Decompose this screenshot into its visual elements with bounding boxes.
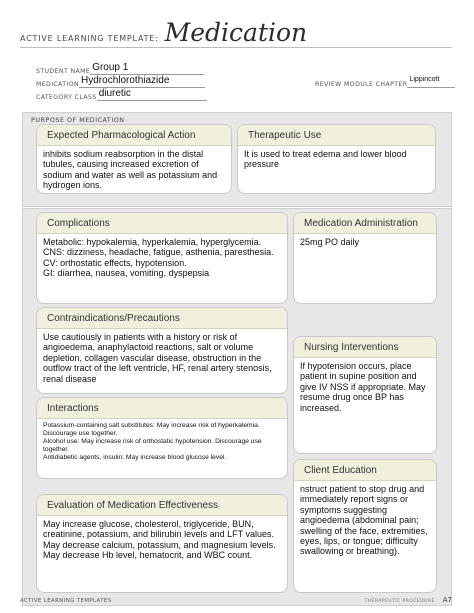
expected-action-text[interactable]: inhibits sodium reabsorption in the distal tubules, causing increased excretion of sodium and water as well as potassium and hydrogen ions. <box>43 149 218 191</box>
template-label: ACTIVE LEARNING TEMPLATE: <box>20 34 159 43</box>
footer-title: ACTIVE LEARNING TEMPLATES <box>20 598 112 604</box>
category-class-field <box>36 88 207 101</box>
category-class-label: CATEGORY CLASS <box>36 94 97 101</box>
interaction-item: Alcohol use: May increase risk of orthostatic hypotension. Discourage use together. <box>43 438 262 453</box>
nursing-interventions-card <box>293 336 437 454</box>
evaluation-title: Evaluation of Medication Effectiveness <box>37 495 287 516</box>
review-module-label: REVIEW MODULE CHAPTER <box>315 81 408 88</box>
complications-text[interactable] <box>37 234 287 282</box>
therapeutic-use-title: Therapeutic Use <box>238 125 435 146</box>
client-education-title: Client Education <box>294 460 436 481</box>
medication-label: MEDICATION <box>36 81 80 88</box>
expected-action-card <box>36 124 232 194</box>
complications-card <box>36 212 288 304</box>
footer-right-group <box>364 596 452 604</box>
nursing-interventions-title: Nursing Interventions <box>294 337 436 358</box>
category-class-value[interactable]: diuretic <box>97 88 207 101</box>
template-name: Medication <box>164 18 308 47</box>
purpose-section-label: PURPOSE OF MEDICATION <box>31 116 125 124</box>
evaluation-text[interactable]: May increase glucose, cholesterol, triglyceride, BUN, creatinine, potassium, and bilirubin levels and LFT values. May decrease calcium, potassium, and magnesium levels. May decrease Hb level, hematocrit, and WBC count. <box>43 519 276 561</box>
medication-field <box>36 75 205 88</box>
client-education-text[interactable]: nstruct patient to stop drug and immediately report signs or symptoms suggesting angioedema (abdominal pain; swelling of the face, extremities, eyes, lips, or tongue; difficulty swallowing or breathing). <box>300 484 428 557</box>
expected-action-title: Expected Pharmacological Action <box>37 125 231 146</box>
student-name-label: STUDENT NAME <box>36 68 91 75</box>
header-divider <box>20 47 452 48</box>
contraindications-title: Contraindications/Precautions <box>37 308 287 329</box>
therapeutic-use-text[interactable]: It is used to treat edema and lower blood pressure <box>244 149 407 170</box>
evaluation-card <box>36 494 288 593</box>
administration-text[interactable]: 25mg PO daily <box>300 237 360 247</box>
interactions-text[interactable] <box>37 419 287 465</box>
medication-value[interactable]: Hydrochlorothiazide <box>79 75 205 88</box>
administration-title: Medication Administration <box>294 213 436 234</box>
template-header <box>20 18 307 47</box>
interaction-item: Antidiabetic agents, insulin: May increase blood glucose level. <box>43 454 227 461</box>
contraindications-card <box>36 307 288 394</box>
review-module-field <box>315 75 455 88</box>
administration-card <box>293 212 437 304</box>
nursing-interventions-text[interactable]: If hypotension occurs, place patient in supine position and give IV NSS if appropriate. May resume drug once BP has increased. <box>300 361 426 413</box>
footer-procedure: THERAPEUTIC PROCEDURE <box>364 599 435 604</box>
complications-line: Metabolic: hypokalemia, hyperkalemia, hyperglycemia. <box>43 237 262 247</box>
interaction-item: Potassium-containing salt substitutes: May increase risk of hyperkalemia. Discourage use together. <box>43 422 260 437</box>
complications-line: GI: diarrhea, nausea, vomiting, dyspepsia <box>43 268 210 279</box>
page-footer <box>20 596 452 604</box>
complications-line: CV: orthostatic effects, hypotension. <box>43 257 187 268</box>
interactions-title: Interactions <box>37 398 287 419</box>
page-number: A7 <box>442 596 452 604</box>
interactions-card <box>36 397 288 479</box>
student-name-field <box>36 62 204 75</box>
complications-line: CNS: dizziness, headache, fatigue, asthenia, paresthesia. <box>43 247 274 258</box>
student-name-value[interactable]: Group 1 <box>90 62 204 75</box>
review-module-value[interactable]: Lippincott <box>407 75 455 88</box>
contraindications-text[interactable]: Use cautiously in patients with a history or risk of angioedema, anaphylactoid reactions, salt or volume depletion, collagen vascular disease, obstruction in the outflow tract of the left ventricle, HF, renal artery stenosis, renal disease <box>43 332 272 384</box>
complications-title: Complications <box>37 213 287 234</box>
therapeutic-use-card <box>237 124 436 194</box>
client-education-card <box>293 459 437 593</box>
